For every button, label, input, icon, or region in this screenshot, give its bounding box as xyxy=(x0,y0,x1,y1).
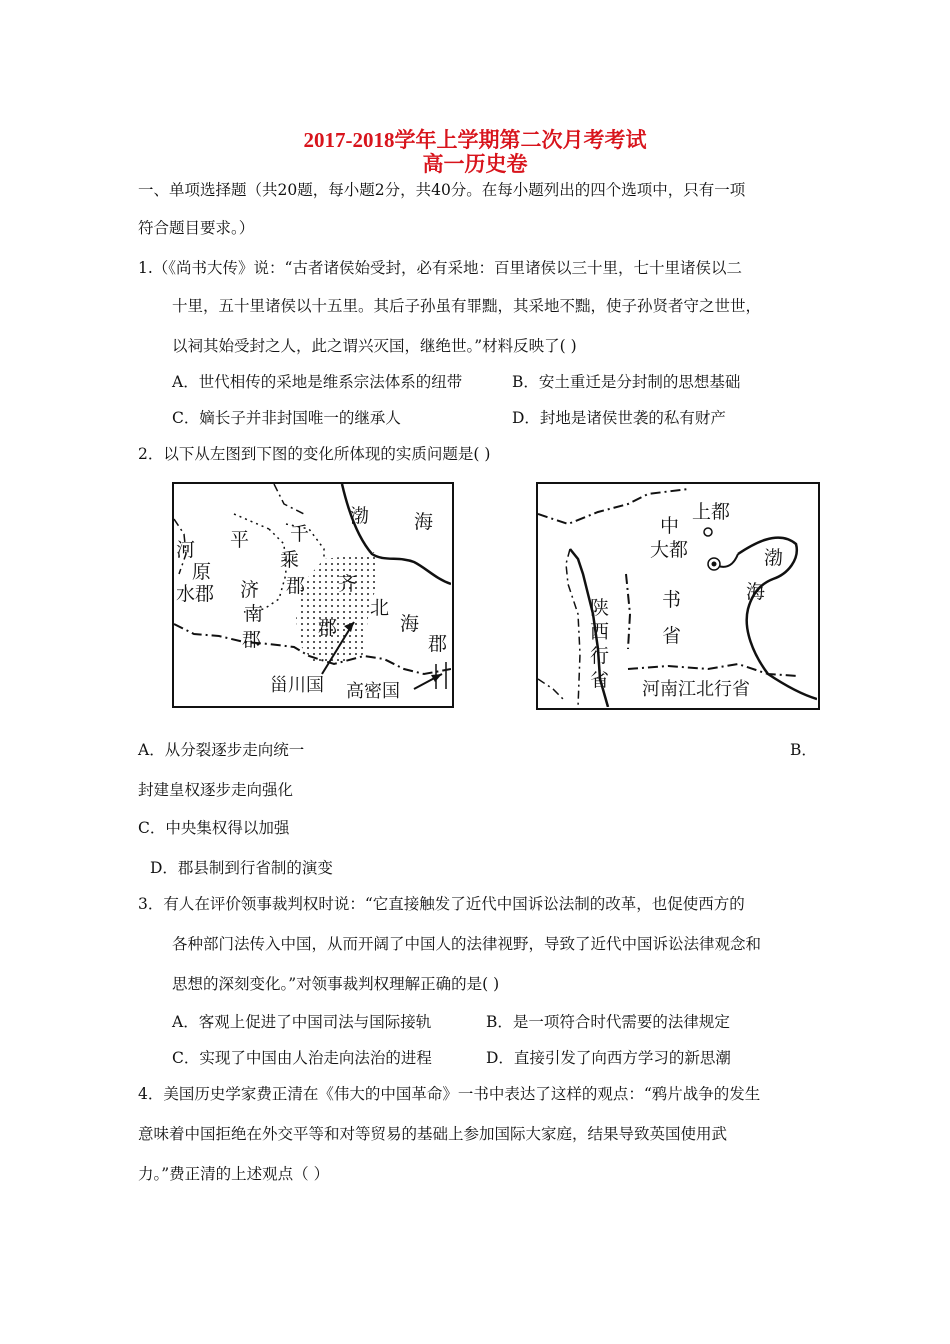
map-label: 河南江北行省 xyxy=(642,679,750,700)
q3-stem-line1: 3．有人在评价领事裁判权时说：“它直接触发了近代中国诉讼法制的改革，也促使西方的 xyxy=(138,895,745,913)
q1-stem-line1: 1.（《尚书大传》说：“古者诸侯始受封，必有采地：百里诸侯以三十里，七十里诸侯以二 xyxy=(138,259,742,277)
map-label: 省 xyxy=(590,669,610,691)
map-label: 郡 xyxy=(318,617,338,639)
map-label: 甾川国 xyxy=(270,675,324,696)
map-label: 省 xyxy=(662,625,682,647)
map-label: 海 xyxy=(400,613,420,635)
q2-option-d: D．郡县制到行省制的演变 xyxy=(150,859,333,877)
map-label: 西 xyxy=(590,621,610,643)
yuan-map xyxy=(536,482,820,710)
q4-stem-line3: 力。”费正清的上述观点（ ） xyxy=(138,1165,330,1183)
map-label: 乘 xyxy=(280,549,300,571)
map-label: 郡 xyxy=(242,629,262,651)
map-label: 郡 xyxy=(428,633,448,655)
map-label: 上都 xyxy=(692,501,731,523)
exam-title: 2017-2018学年上学期第二次月考考试 xyxy=(303,128,647,152)
q1-option-d: D．封地是诸侯世袭的私有财产 xyxy=(512,409,726,427)
q2-option-c: C．中央集权得以加强 xyxy=(138,819,290,837)
han-map xyxy=(172,482,454,708)
q4-stem-line2: 意味着中国拒绝在外交平等和对等贸易的基础上参加国际大家庭，结果导致英国使用武 xyxy=(138,1125,728,1143)
map-label: 行 xyxy=(590,645,610,667)
q1-stem-line2: 十里，五十里诸侯以十五里。其后子孙虽有罪黜，其采地不黜，使子孙贤者守之世世， xyxy=(172,297,762,315)
q2-stem: 2．以下从左图到下图的变化所体现的实质问题是( ) xyxy=(138,445,491,463)
map-label: 河 xyxy=(176,539,196,561)
q3-option-d: D．直接引发了向西方学习的新思潮 xyxy=(486,1049,731,1067)
map-label: 陕 xyxy=(590,597,610,619)
map-label: 南 xyxy=(244,603,264,625)
map-label: 千 xyxy=(290,523,310,545)
map-label: 高密国 xyxy=(346,681,400,702)
map-label: 中 xyxy=(660,515,680,537)
q3-stem-line2: 各种部门法传入中国，从而开阔了中国人的法律视野，导致了近代中国诉讼法律观念和 xyxy=(172,935,762,953)
section-instructions-line2: 符合题目要求。） xyxy=(138,219,255,237)
map-label: 海 xyxy=(746,581,766,603)
map-label: 书 xyxy=(662,589,682,611)
q1-stem-line3: 以祠其始受封之人，此之谓兴灭国，继绝世。”材料反映了( ) xyxy=(172,337,577,355)
map-label: 海 xyxy=(414,511,434,533)
q3-stem-line3: 思想的深刻变化。”对领事裁判权理解正确的是( ) xyxy=(172,975,500,993)
han-map-drawing xyxy=(174,484,451,705)
exam-subtitle: 高一历史卷 xyxy=(422,152,528,176)
section-instructions-line1: 一、单项选择题（共20题，每小题2分，共40分。在每小题列出的四个选项中，只有一项 xyxy=(138,181,746,199)
q1-option-c: C．嫡长子并非封国唯一的继承人 xyxy=(172,409,401,427)
q2-option-b-label: B． xyxy=(790,741,817,759)
q3-option-a: A．客观上促进了中国司法与国际接轨 xyxy=(172,1013,432,1031)
map-label: 渤 xyxy=(764,547,784,569)
q3-option-b: B．是一项符合时代需要的法律规定 xyxy=(486,1013,730,1031)
map-label: 齐 xyxy=(338,573,358,595)
map-label: 郡 xyxy=(286,575,306,597)
map-label: 水郡 xyxy=(176,583,215,605)
q2-option-a: A．从分裂逐步走向统一 xyxy=(138,741,305,759)
q3-option-c: C．实现了中国由人治走向法治的进程 xyxy=(172,1049,432,1067)
map-label: 渤 xyxy=(350,505,370,527)
q1-option-b: B．安土重迁是分封制的思想基础 xyxy=(512,373,741,391)
map-label: 平 xyxy=(230,529,250,551)
q1-option-a: A．世代相传的采地是维系宗法体系的纽带 xyxy=(172,373,463,391)
map-label: 大都 xyxy=(650,539,689,561)
q2-option-b-text: 封建皇权逐步走向强化 xyxy=(138,781,294,799)
map-label: 北 xyxy=(370,597,390,619)
map-label: 济 xyxy=(240,579,260,601)
q4-stem-line1: 4．美国历史学家费正清在《伟大的中国革命》一书中表达了这样的观点：“鸦片战争的发生 xyxy=(138,1085,761,1103)
map-label: 原 xyxy=(192,561,212,583)
